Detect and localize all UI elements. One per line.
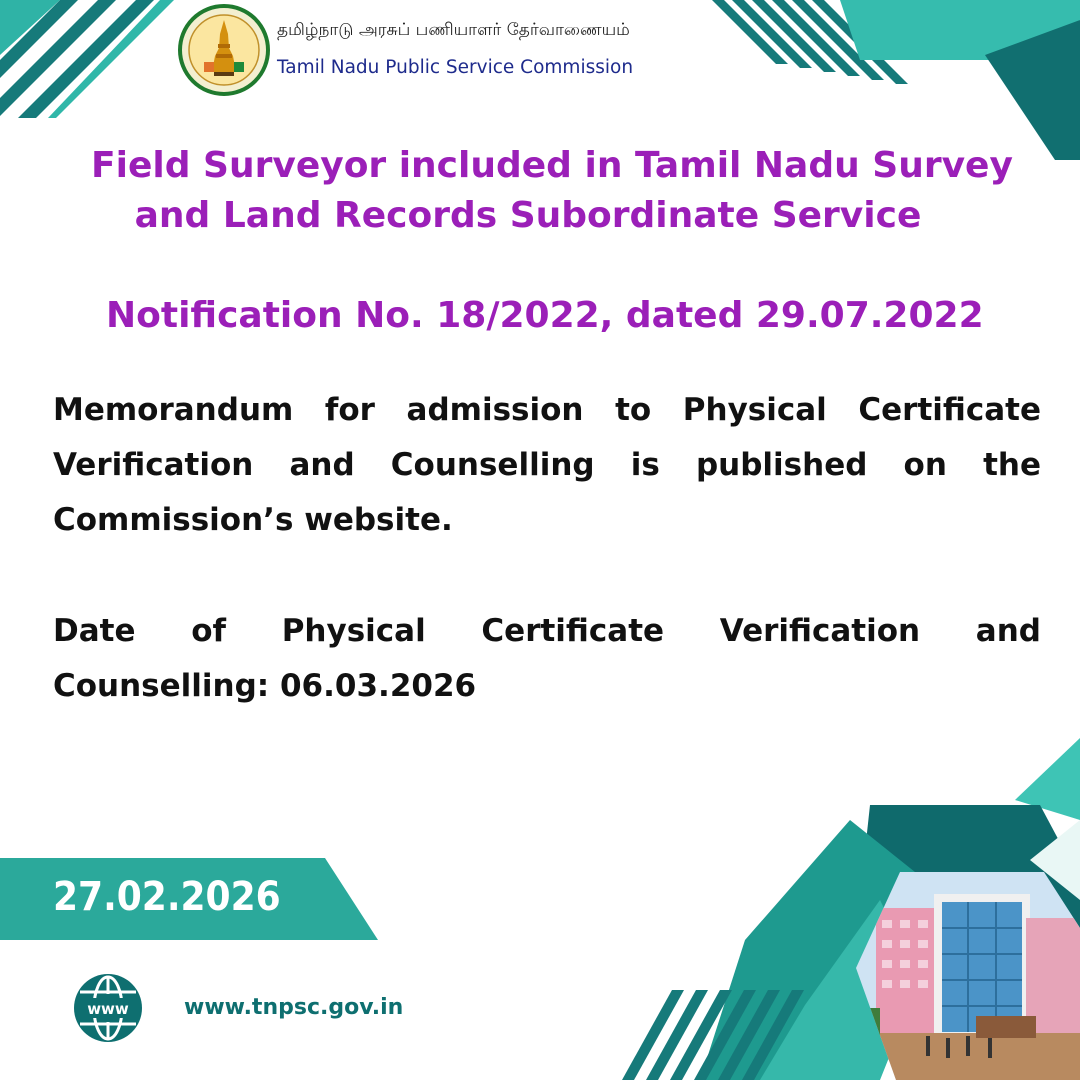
cv-date-text: Date of Physical Certificate Verification and Counselling: 06.03.2026 xyxy=(53,613,1041,704)
title-line-1: Field Surveyor included in Tamil Nadu Survey xyxy=(91,145,1013,186)
tamil-nadu-emblem-icon xyxy=(178,4,270,96)
notification-number: Notification No. 18/2022, dated 29.07.2022 xyxy=(106,295,984,336)
globe-label: www xyxy=(87,1000,129,1018)
title-line-2: and Land Records Subordinate Service xyxy=(134,195,922,236)
org-name-tamil: தமிழ்நாடு அரசுப் பணியாளர் தேர்வாணையம் xyxy=(277,20,630,40)
globe-icon xyxy=(72,972,144,1044)
org-name-english: Tamil Nadu Public Service Commission xyxy=(277,57,634,78)
post-date: 27.02.2026 xyxy=(53,874,281,920)
website-link[interactable]: www.tnpsc.gov.in xyxy=(184,995,404,1020)
memorandum-text: Memorandum for admission to Physical Certificate Verification and Counselling is published on the Commission’s website. xyxy=(53,392,1041,538)
building-photo xyxy=(856,868,1080,1080)
